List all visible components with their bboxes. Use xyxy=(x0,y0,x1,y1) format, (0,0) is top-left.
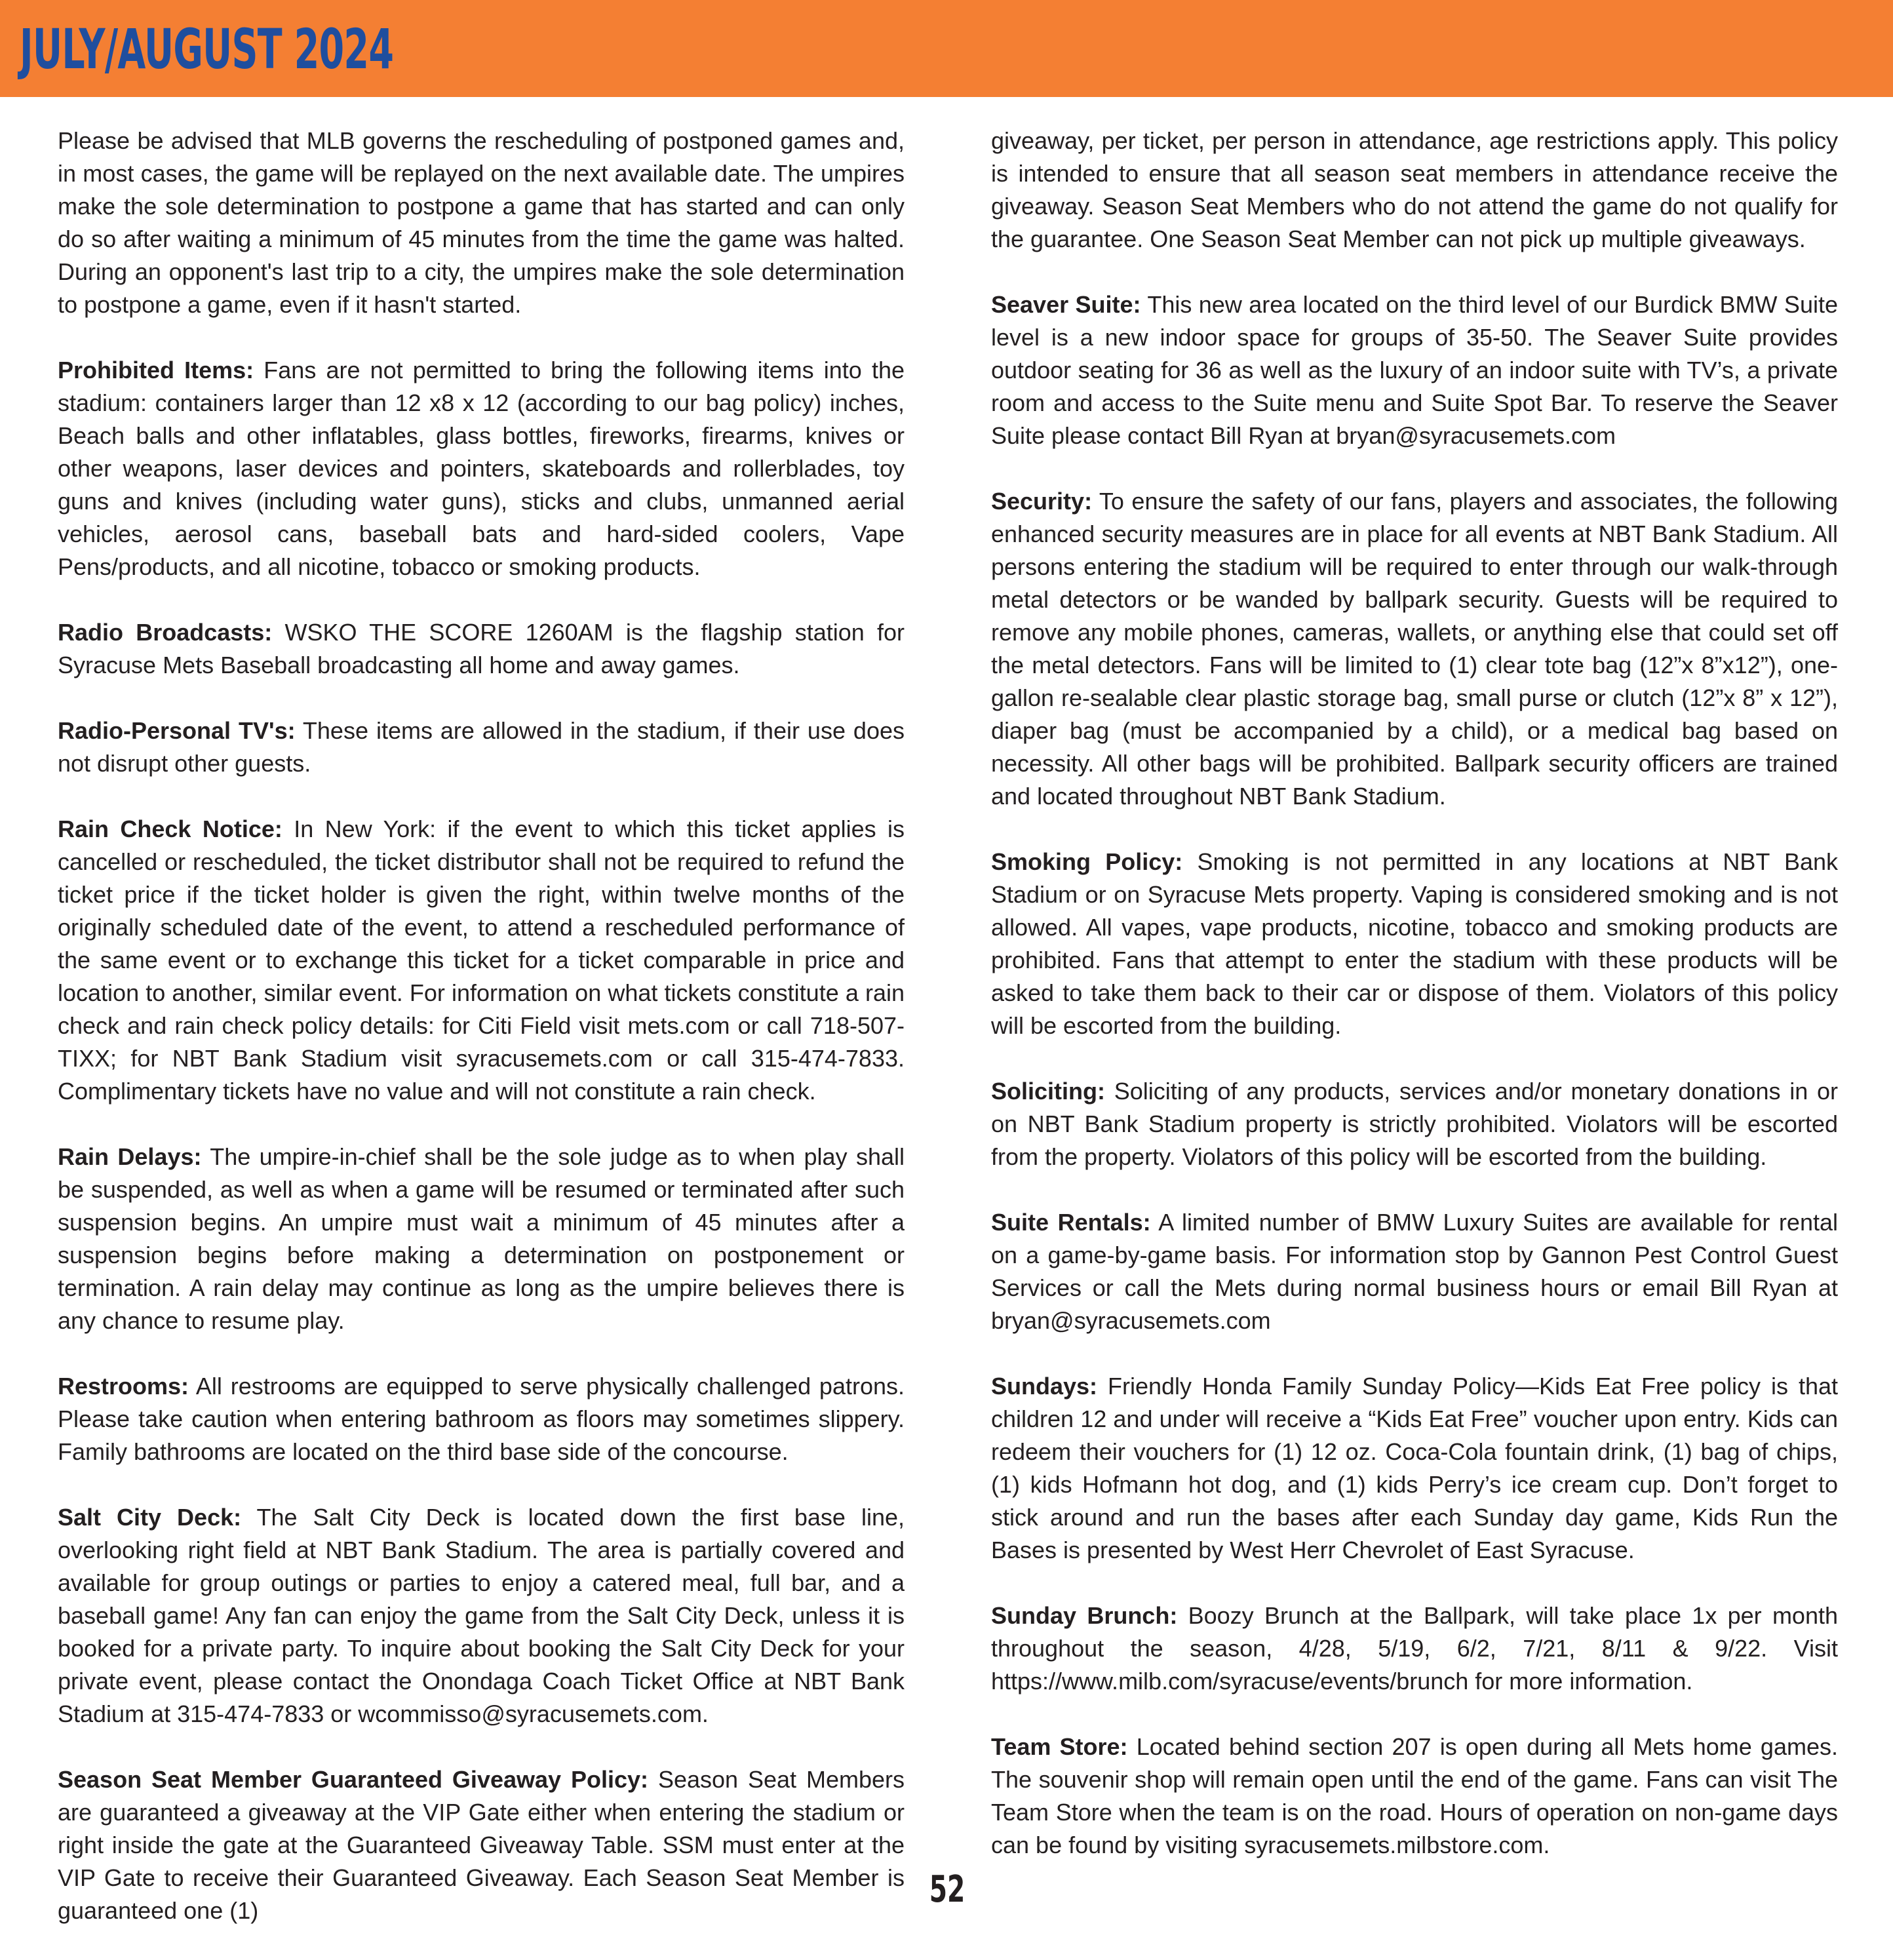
policy-paragraph-seaver-suite xyxy=(991,288,1838,452)
page-header-band xyxy=(0,0,1893,97)
policy-paragraph-security xyxy=(991,485,1838,813)
policy-paragraph-radio-broadcasts xyxy=(58,616,905,682)
policy-label: Seaver Suite: xyxy=(991,291,1141,318)
policy-label: Smoking Policy: xyxy=(991,848,1183,875)
policy-label: Security: xyxy=(991,488,1093,515)
page-header-title: JULY/AUGUST 2024 xyxy=(20,17,394,81)
policy-text: WSKO THE SCORE 1260AM is the flagship station for Syracuse Mets Baseball broadcasting all home and away games. xyxy=(58,619,905,678)
policy-text: These items are allowed in the stadium, if their use does not disrupt other guests. xyxy=(58,717,905,777)
policy-label: Radio Broadcasts: xyxy=(58,619,273,646)
policy-paragraph-smoking xyxy=(991,846,1838,1042)
right-text-column xyxy=(991,125,1838,1894)
policy-paragraph-mlb-postponement xyxy=(58,125,905,321)
policy-label: Radio-Personal TV's: xyxy=(58,717,296,744)
left-text-column xyxy=(58,125,905,1960)
policy-text: Boozy Brunch at the Ballpark, will take place 1x per month throughout the season, 4/28, 5/19, 6/2, 7/21, 8/11 & 9/22. Visit https://www.milb.com/syracuse/events/brunch for more information. xyxy=(991,1602,1838,1695)
policy-paragraph-sundays xyxy=(991,1370,1838,1567)
page-number: 52 xyxy=(929,1868,966,1911)
policy-label: Suite Rentals: xyxy=(991,1209,1151,1236)
policy-label: Rain Check Notice: xyxy=(58,815,283,842)
policy-label: Rain Delays: xyxy=(58,1143,202,1170)
policy-text: The umpire-in-chief shall be the sole judge as to when play shall be suspended, as well as when a game will be resumed or terminated after such suspension begins. An umpire must wait a minimum of 45 minutes after a suspension begins before making a determination on postponement or termination. A rain delay may continue as long as the umpire believes there is any chance to resume play. xyxy=(58,1143,905,1334)
policy-text: giveaway, per ticket, per person in attendance, age restrictions apply. This policy is intended to ensure that all season seat members in attendance receive the giveaway. Season Seat Members who do not attend the game do not qualify for the guarantee. One Season Seat Member can not pick up multiple giveaways. xyxy=(991,127,1838,252)
policy-label: Sundays: xyxy=(991,1373,1098,1400)
policy-paragraph-rain-delays xyxy=(58,1141,905,1337)
policy-paragraph-prohibited-items xyxy=(58,354,905,583)
policy-paragraph-restrooms xyxy=(58,1370,905,1468)
policy-label: Salt City Deck: xyxy=(58,1504,242,1531)
policy-paragraph-suite-rentals xyxy=(991,1206,1838,1337)
policy-text: Fans are not permitted to bring the following items into the stadium: containers larger than 12 x8 x 12 (according to our bag policy) inches, Beach balls and other inflatables, glass bottles, fireworks, firearms, knives or other weapons, laser devices and pointers, skateboards and rollerblades, toy guns and knives (including water guns), sticks and clubs, unmanned aerial vehicles, aerosol cans, baseball bats and hard-sided coolers, Vape Pens/products, and all nicotine, tobacco or smoking products. xyxy=(58,357,905,580)
policy-paragraph-salt-city-deck xyxy=(58,1501,905,1731)
policy-paragraph-team-store xyxy=(991,1731,1838,1862)
policy-text: Friendly Honda Family Sunday Policy—Kids Eat Free policy is that children 12 and under will receive a “Kids Eat Free” voucher upon entry. Kids can redeem their vouchers for (1) 12 oz. Coca-Cola fountain drink, (1) bag of chips, (1) kids Hofmann hot dog, and (1) kids Perry’s ice cream cup. Don’t forget to stick around and run the bases after each Sunday day game, Kids Run the Bases is presented by West Herr Chevrolet of East Syracuse. xyxy=(991,1373,1838,1563)
policy-label: Restrooms: xyxy=(58,1373,189,1400)
policy-text: The Salt City Deck is located down the first base line, overlooking right field at NBT Bank Stadium. The area is partially covered and available for group outings or parties to enjoy a catered meal, full bar, and a baseball game! Any fan can enjoy the game from the Salt City Deck, unless it is booked for a private party. To inquire about booking the Salt City Deck for your private event, please contact the Onondaga Coach Ticket Office at NBT Bank Stadium at 315-474-7833 or wcommisso@syracusemets.com. xyxy=(58,1504,905,1727)
policy-label: Soliciting: xyxy=(991,1078,1105,1105)
policy-paragraph-rain-check xyxy=(58,813,905,1108)
policy-text: Located behind section 207 is open during all Mets home games. The souvenir shop will remain open until the end of the game. Fans can visit The Team Store when the team is on the road. Hours of operation on non-game days can be found by visiting syracusemets.milbstore.com. xyxy=(991,1733,1838,1858)
policy-label: Season Seat Member Guaranteed Giveaway Policy: xyxy=(58,1766,649,1793)
policy-text: Please be advised that MLB governs the rescheduling of postponed games and, in most cases, the game will be replayed on the next available date. The umpires make the sole determination to postpone a game that has started and can only do so after waiting a minimum of 45 minutes from the time the game was halted. During an opponent's last trip to a city, the umpires make the sole determination to postpone a game, even if it hasn't started. xyxy=(58,127,905,318)
policy-text: All restrooms are equipped to serve physically challenged patrons. Please take caution when entering bathroom as floors may sometimes slippery. Family bathrooms are located on the third base side of the concourse. xyxy=(58,1373,905,1465)
policy-paragraph-giveaway-continued xyxy=(991,125,1838,256)
policy-label: Sunday Brunch: xyxy=(991,1602,1178,1629)
policy-text: A limited number of BMW Luxury Suites are available for rental on a game-by-game basis. For information stop by Gannon Pest Control Guest Services or call the Mets during normal business hours or email Bill Ryan at bryan@syracusemets.com xyxy=(991,1209,1838,1334)
policy-paragraph-radio-personal-tv xyxy=(58,715,905,780)
policy-text: Smoking is not permitted in any locations at NBT Bank Stadium or on Syracuse Mets property. Vaping is considered smoking and is not allowed. All vapes, vape products, nicotine, tobacco and smoking products are prohibited. Fans that attempt to enter the stadium with these products will be asked to take them back to their car or dispose of them. Violators of this policy will be escorted from the building. xyxy=(991,848,1839,1039)
policy-label: Prohibited Items: xyxy=(58,357,254,383)
policy-paragraph-soliciting xyxy=(991,1075,1838,1173)
policy-label: Team Store: xyxy=(991,1733,1128,1760)
policy-paragraph-season-seat-giveaway xyxy=(58,1763,905,1927)
policy-text: Soliciting of any products, services and/or monetary donations in or on NBT Bank Stadium property is strictly prohibited. Violators will be escorted from the property. Violators of this policy will be escorted from the building. xyxy=(991,1078,1838,1170)
policy-text: In New York: if the event to which this ticket applies is cancelled or rescheduled, the ticket distributor shall not be required to refund the ticket price if the ticket holder is given the right, within twelve months of the originally scheduled date of the event, to attend a rescheduled performance of the same event or to exchange this ticket for a ticket comparable in price and location to another, similar event. For information on what tickets constitute a rain check and rain check policy details: for Citi Field visit mets.com or call 718-507-TIXX; for NBT Bank Stadium visit syracusemets.com or call 315-474-7833. Complimentary tickets have no value and will not constitute a rain check. xyxy=(58,815,905,1105)
policy-text: To ensure the safety of our fans, players and associates, the following enhanced security measures are in place for all events at NBT Bank Stadium. All persons entering the stadium will be required to enter through our walk-through metal detectors or be wanded by ballpark security. Guests will be required to remove any mobile phones, cameras, wallets, or anything else that could set off the metal detectors. Fans will be limited to (1) clear tote bag (12”x 8”x12”), one-gallon re-sealable clear plastic storage bag, small purse or clutch (12”x 8” x 12”), diaper bag (must be accompanied by a child), or a medical bag based on necessity. All other bags will be prohibited. Ballpark security officers are trained and located throughout NBT Bank Stadium. xyxy=(991,488,1838,810)
policy-paragraph-sunday-brunch xyxy=(991,1599,1838,1698)
policy-text: This new area located on the third level of our Burdick BMW Suite level is a new indoor space for groups of 35-50. The Seaver Suite provides outdoor seating for 36 as well as the luxury of an indoor suite with TV’s, a private room and access to the Suite menu and Suite Spot Bar. To reserve the Seaver Suite please contact Bill Ryan at bryan@syracusemets.com xyxy=(991,291,1838,449)
policy-text: Season Seat Members are guaranteed a giveaway at the VIP Gate either when entering the stadium or right inside the gate at the Guaranteed Giveaway Table. SSM must enter at the VIP Gate to receive their Guaranteed Giveaway. Each Season Seat Member is guaranteed one (1) xyxy=(58,1766,905,1924)
